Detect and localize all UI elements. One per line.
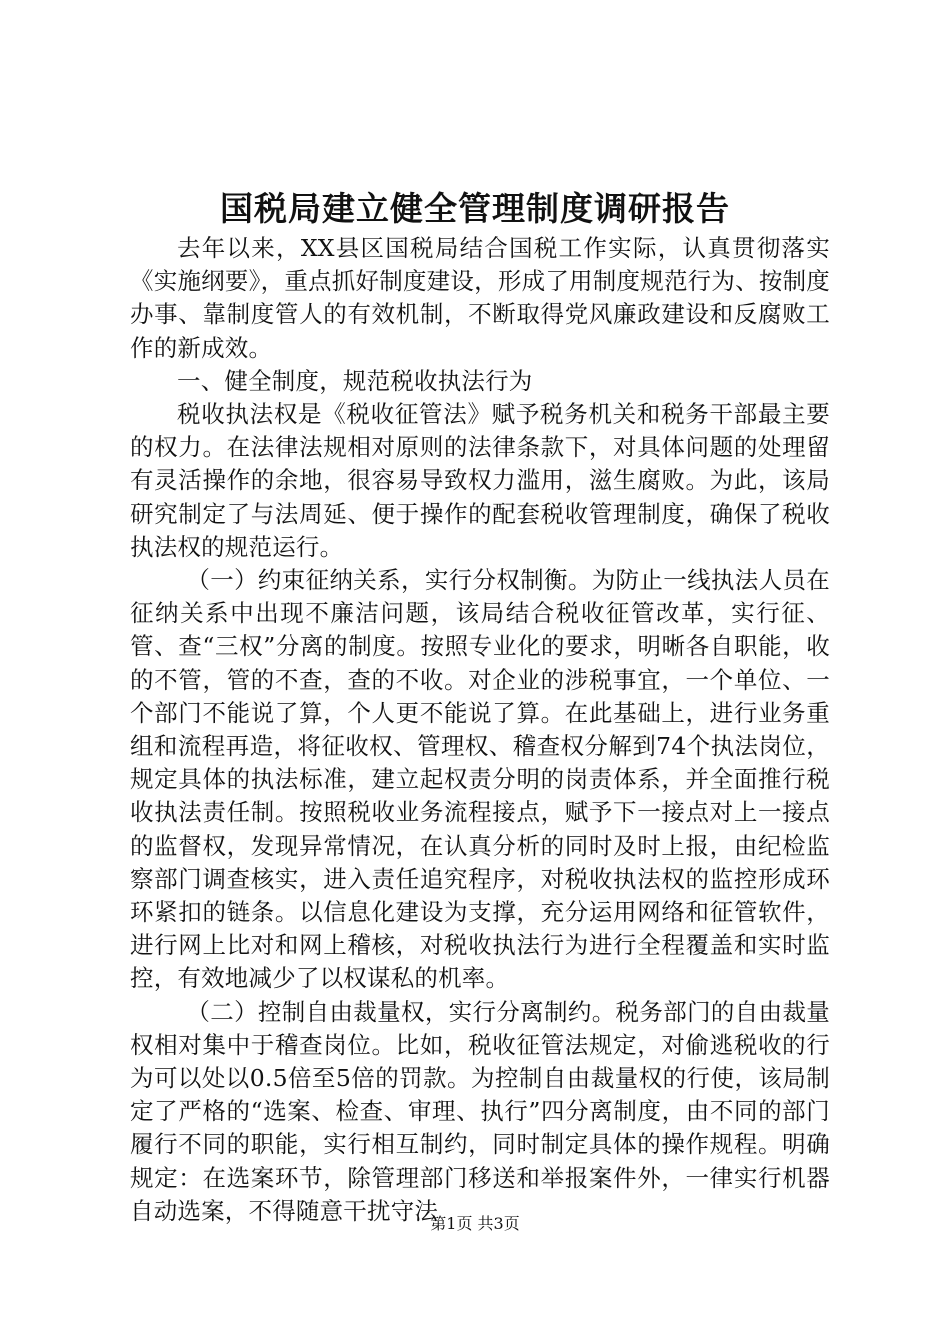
document-title: 国税局建立健全管理制度调研报告: [220, 189, 730, 228]
paragraph-section-intro: 税收执法权是《税收征管法》赋予税务机关和税务干部最主要的权力。在法律法规相对原则的法律条款下，对具体问题的处理留有灵活操作的余地，很容易导致权力滥用，滋生腐败。为此，该局研究制定了与法周延、便于操作的配套税收管理制度，确保了税收执法权的规范运行。: [130, 400, 830, 561]
section-heading: 一、健全制度，规范税收执法行为: [177, 366, 533, 395]
page-number: 第1页 共3页: [430, 1214, 520, 1233]
paragraph-intro: 去年以来，XX县区国税局结合国税工作实际，认真贯彻落实《实施纲要》，重点抓好制度建设，形成了用制度规范行为、按制度办事、靠制度管人的有效机制，不断取得党风廉政建设和反腐败工作的新成效。: [130, 234, 830, 362]
document-body: [130, 232, 830, 1228]
paragraph-subsection-2: （二）控制自由裁量权，实行分离制约。税务部门的自由裁量权相对集中于稽查岗位。比如，税收征管法规定，对偷逃税收的行为可以处以0.5倍至5倍的罚款。为控制自由裁量权的行使，该局制定了严格的“选案、检查、审理、执行”四分离制度，由不同的部门履行不同的职能，实行相互制约，同时制定具体的操作规程。明确规定：在选案环节，除管理部门移送和举报案件外，一律实行机器自动选案，不得随意干扰守法: [130, 997, 830, 1225]
paragraph-subsection-1: （一）约束征纳关系，实行分权制衡。为防止一线执法人员在征纳关系中出现不廉洁问题，该局结合税收征管改革，实行征、管、查“三权”分离的制度。按照专业化的要求，明晰各自职能，收的不管，管的不查，查的不收。对企业的涉税事宜，一个单位、一个部门不能说了算，个人更不能说了算。在此基础上，进行业务重组和流程再造，将征收权、管理权、稽查权分解到74个执法岗位，规定具体的执法标准，建立起权责分明的岗责体系，并全面推行税收执法责任制。按照税收业务流程接点，赋予下一接点对上一接点的监督权，发现异常情况，在认真分析的同时及时上报，由纪检监察部门调查核实，进入责任追究程序，对税收执法权的监控形成环环紧扣的链条。以信息化建设为支撑，充分运用网络和征管软件，进行网上比对和网上稽核，对税收执法行为进行全程覆盖和实时监控，有效地减少了以权谋私的机率。: [130, 566, 830, 993]
